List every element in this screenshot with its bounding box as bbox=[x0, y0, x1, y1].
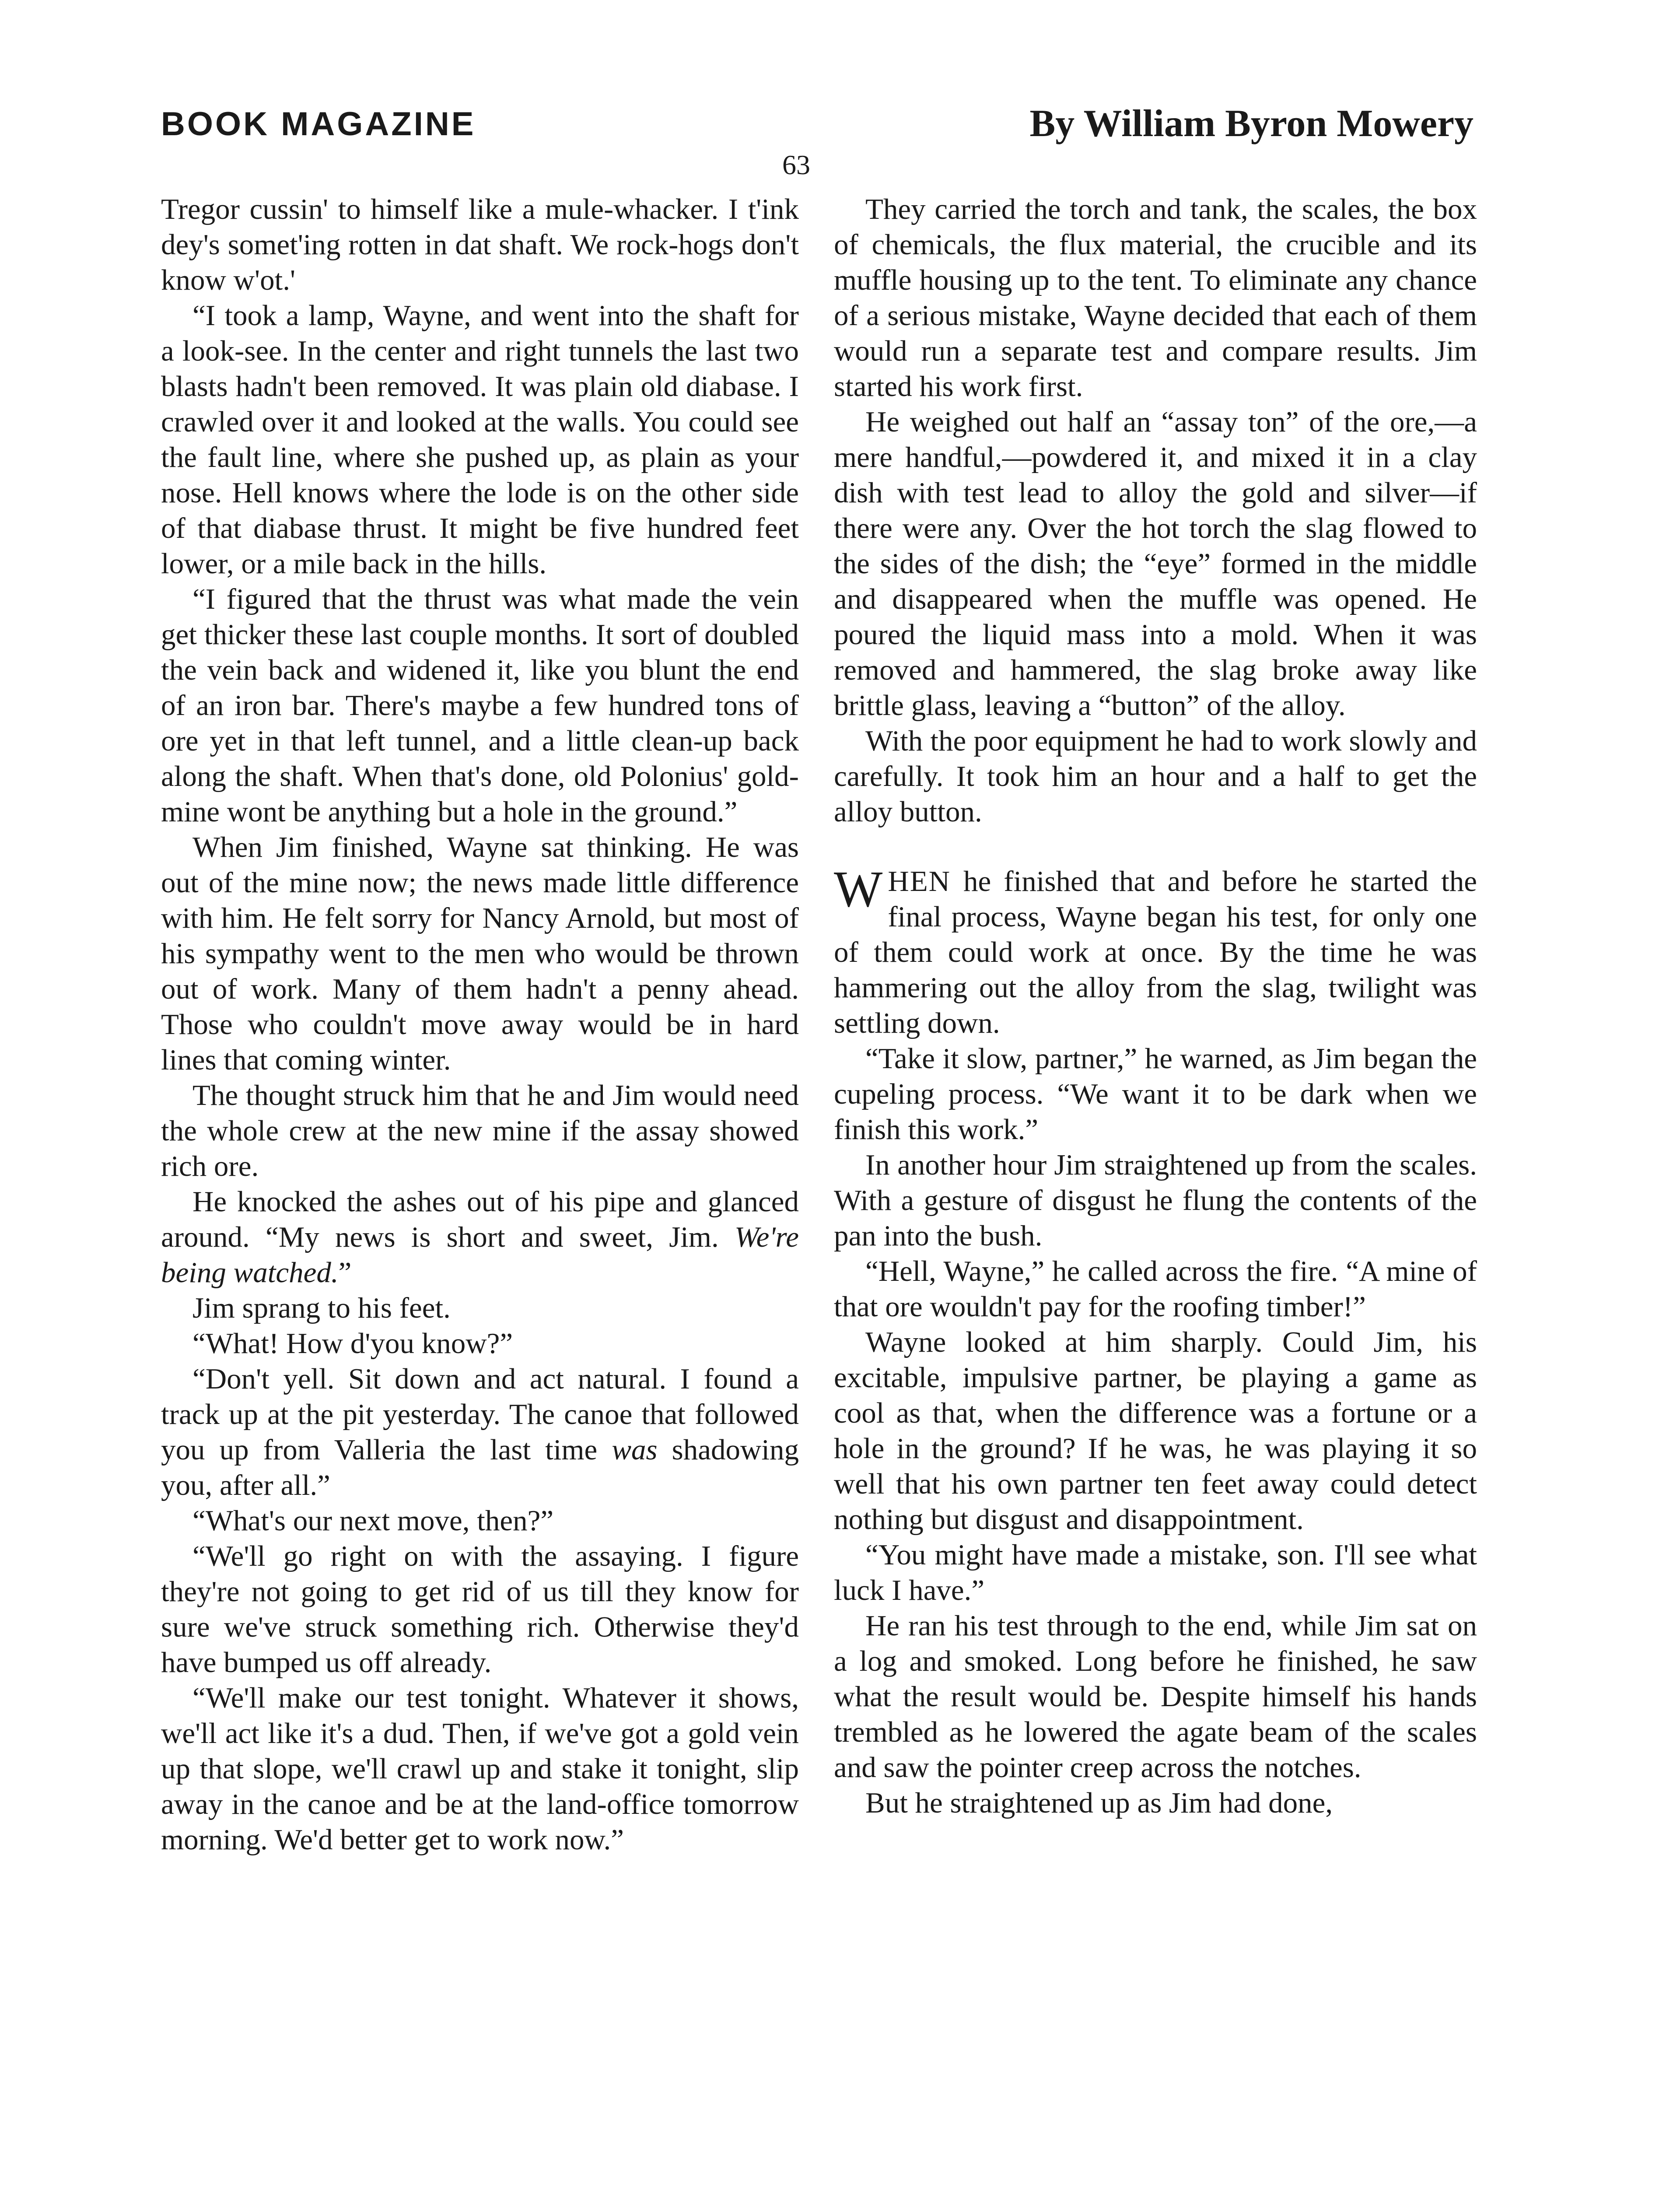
emphasis-text: was bbox=[612, 1434, 658, 1466]
paragraph: “You might have made a mistake, son. I'll see what luck I have.” bbox=[834, 1539, 1477, 1606]
paragraph bbox=[161, 1361, 799, 1503]
left-column bbox=[161, 192, 799, 1858]
paragraph: “I figured that the thrust was what made the vein get thicker these last couple months. It sort of doubled the vein back and widened it, like you blunt the end of an iron bar. There's maybe a few hundred tons of ore yet in that left tunnel, and a little clean-up back along the shaft. When that's done, old Polonius' gold-mine wont be anything but a hole in the ground.” bbox=[161, 583, 799, 828]
paragraph: “What's our next move, then?” bbox=[192, 1504, 554, 1537]
paragraph: With the poor equipment he had to work slowly and carefully. It took him an hour and a half to get the alloy button. bbox=[834, 725, 1477, 828]
paragraph: Tregor cussin' to himself like a mule-whacker. I t'ink dey's somet'ing rotten in dat shaft. We rock-hogs don't know w'ot.' bbox=[161, 193, 799, 296]
paragraph-text: “Don't yell. Sit down and act natural. I found a track up at the pit yesterday. The canoe that followed you up from Valleria the last time bbox=[161, 1363, 799, 1466]
paragraph: In another hour Jim straightened up from the scales. With a gesture of disgust he flung the contents of the pan into the bush. bbox=[834, 1149, 1477, 1252]
paragraph: The thought struck him that he and Jim would need the whole crew at the new mine if the assay showed rich ore. bbox=[161, 1079, 799, 1182]
page-number: 63 bbox=[782, 149, 810, 180]
paragraph-text: shadowing you, after all.” bbox=[161, 1434, 799, 1501]
section-break-paragraph bbox=[834, 860, 1477, 1041]
paragraph: “Take it slow, partner,” he warned, as Jim began the cupeling process. “We want it to be dark when we finish this work.” bbox=[834, 1042, 1477, 1146]
emphasis-text: We're being watched. bbox=[161, 1221, 799, 1289]
paragraph-text: he finished that and before he started the final process, Wayne began his test, for only one of them could work at once. By the time he was hammering out the alloy from the slag, twilight was settling down. bbox=[834, 865, 1477, 1039]
paragraph: When Jim finished, Wayne sat thinking. He was out of the mine now; the news made little difference with him. He felt sorry for Nancy Arnold, but most of his sympathy went to the men who would be thrown out of work. Many of them hadn't a penny ahead. Those who couldn't move away would be in hard lines that coming winter. bbox=[161, 831, 799, 1076]
paragraph: “I took a lamp, Wayne, and went into the shaft for a look-see. In the center and right tunnels the last two blasts hadn't been removed. It was plain old diabase. I crawled over it and looked at the walls. You could see the fault line, where she pushed up, as plain as your nose. Hell knows where the lode is on the other side of that diabase thrust. It might be five hundred feet lower, or a mile back in the hills. bbox=[161, 299, 799, 580]
magazine-title: BOOK MAGAZINE bbox=[161, 105, 476, 143]
paragraph: He ran his test through to the end, while Jim sat on a log and smoked. Long before he finished, he saw what the result would be. Despite himself his hands trembled as he lowered the agate beam of the scales and saw the pointer creep across the notches. bbox=[834, 1609, 1477, 1784]
paragraph: Wayne looked at him sharply. Could Jim, his excitable, impulsive partner, be playing a game as cool as that, when the difference was a fortune or a hole in the ground? If he was, he was playing it so well that his own partner ten feet away could detect nothing but disgust and disappointment. bbox=[834, 1326, 1477, 1536]
paragraph: But he straightened up as Jim had done, bbox=[865, 1787, 1333, 1819]
running-head bbox=[0, 102, 1680, 158]
small-caps-lead: HEN bbox=[888, 865, 951, 898]
right-column bbox=[834, 192, 1477, 1821]
drop-cap: W bbox=[834, 860, 883, 918]
paragraph: “We'll go right on with the assaying. I figure they're not going to get rid of us till they know for sure we've struck something rich. Otherwise they'd have bumped us off already. bbox=[161, 1540, 799, 1679]
paragraph bbox=[161, 1184, 799, 1290]
paragraph-text: He knocked the ashes out of his pipe and glanced around. “My news is short and sweet, Jim. bbox=[161, 1185, 799, 1253]
paragraph: “We'll make our test tonight. Whatever it shows, we'll act like it's a dud. Then, if we've got a gold vein up that slope, we'll crawl up and stake it tonight, slip away in the canoe and be at the land-office tomorrow morning. We'd better get to work now.” bbox=[161, 1682, 799, 1856]
paragraph: He weighed out half an “assay ton” of the ore,—a mere handful,—powdered it, and mixed it in a clay dish with test lead to alloy the gold and silver—if there were any. Over the hot torch the slag flowed to the sides of the dish; the “eye” formed in the middle and disappeared when the muffle was opened. He poured the liquid mass into a mold. When it was removed and hammered, the slag broke away like brittle glass, leaving a “button” of the alloy. bbox=[834, 406, 1477, 722]
paragraph-text: ” bbox=[338, 1256, 352, 1289]
paragraph: “Hell, Wayne,” he called across the fire. “A mine of that ore wouldn't pay for the roofing timber!” bbox=[834, 1255, 1477, 1323]
author-byline: By William Byron Mowery bbox=[1029, 102, 1474, 145]
paragraph: “What! How d'you know?” bbox=[192, 1327, 513, 1360]
paragraph: Jim sprang to his feet. bbox=[192, 1292, 451, 1324]
paragraph: They carried the torch and tank, the scales, the box of chemicals, the flux material, the crucible and its muffle housing up to the tent. To eliminate any chance of a serious mistake, Wayne decided that each of them would run a separate test and compare results. Jim started his work first. bbox=[834, 193, 1477, 403]
